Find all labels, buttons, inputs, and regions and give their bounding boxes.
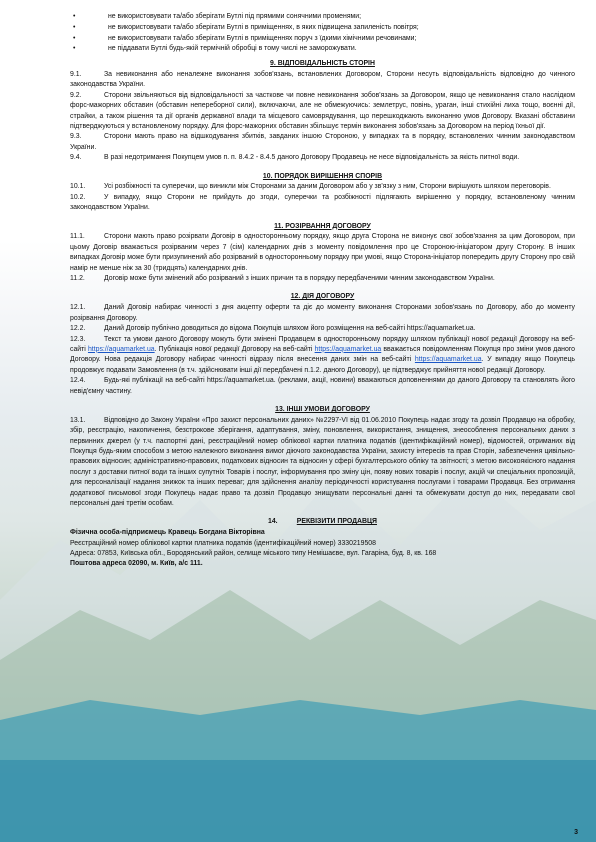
seller-postal-address: Поштова адреса 02090, м. Київ, а/с 111. — [70, 560, 203, 568]
section-14-heading: 14. РЕКВІЗИТИ ПРОДАВЦЯ — [268, 518, 377, 526]
list-item: • не використовувати та/або зберігати Бутлі в приміщеннях, в яких підвищена запиленість повітря; — [70, 23, 575, 34]
clause-10-2: 10.2. У випадку, якщо Сторони не прийдуть до згоди, суперечки та розбіжності підлягають вирішенню у порядку, встановленому чинним законодавством України. — [70, 193, 575, 212]
section-13-heading: 13. ІНШІ УМОВИ ДОГОВОРУ — [275, 405, 370, 413]
section-10-heading: 10. ПОРЯДОК ВИРІШЕННЯ СПОРІВ — [262, 172, 383, 180]
clause-11-2: 11.2. Договір може бути змінений або розірваний з інших причин та в порядку передбаченими чинним законодавством України. — [70, 275, 495, 283]
clause-9-2: 9.2. Сторони звільняються від відповідальності за часткове чи повне невиконання зобов'язань за Договором, якщо це невиконання стало наслідком форс-мажорних обставин (обставин непереборної сили), включаючи, але не обмежуючись: землетрус, повінь, ураган, інші стихійні лиха тощо, воєнні дії, страйки, а також рішення та дії органів державної влади та місцевого самоврядування, що перешкоджають виконанню умов Договору. Вказані обставини підтверджуються у встановленому порядку. Для форс-мажорних обставин збільшує термін виконання зобов'язань за Договором на період їхньої дії. — [70, 91, 575, 131]
page-number: 3 — [574, 829, 578, 836]
clause-12-1: 12.1. Даний Договір набирає чинності з дня акцепту оферти та діє до моменту виконання Сторонами зобов'язань по Договору, або до моменту розірвання Договору. — [70, 304, 575, 322]
clause-9-1: 9.1. За невиконання або неналежне виконання зобов'язань, встановлених Договором, Сторони несуть відповідальність відповідно до чинного законодавства України. — [70, 70, 575, 89]
aquamarket-link[interactable]: https://aquamarket.ua — [414, 356, 482, 364]
clause-13-1: 13.1. Відповідно до Закону України «Про захист персональних даних» №2297-VI від 01.06.2010 Покупець надає згоду та дозвіл Продавцю на обробку, збір, реєстрацію, накопичення, безстрокове зберігання, адаптування, зміну, поновлення, використання, знищення, знеособлення персональних даних з первинних джерел (у т.ч. паспортні дані, реєстраційний номер облікової картки платника податків (ідентифікаційний номер), відомостей, отриманих від Покупця будь-яким способом з метою належного виконання вимог діючого законодавства України, захисту інтересів та прав Сторін, забезпечення цивільно-правових відносин; адміністративно-правових, податкових відносин та відносин у сфері бухгалтерського обліку та звітності; з метою високоякісного надання послуг з доставки питної води та інших супутніх Товарів і послуг, інформування про зміну цін, появу нових товарів і послуг, акцій чи спеціальних пропозицій, для персоналізації надання знижок та інших переваг; для здійснення аналізу періодичності користування послугами і товарами Продавця. Без отримання додаткової письмової згоди Покупець надає право та дозвіл Продавцю знищувати персональні данні та обмежувати доступ до них, передавати свої персональні дані третім особам. — [70, 416, 575, 507]
list-item: • не піддавати Бутлі будь-якій термічній обробці в тому числі не заморожувати. — [70, 44, 575, 55]
clause-9-3: 9.3. Сторони мають право на відшкодування збитків, завданих іншою Стороною, у випадках та в порядку, встановлених чинним законодавством України. — [70, 133, 575, 151]
clause-10-1: 10.1. Усі розбіжності та суперечки, що виникли між Сторонами за даним Договором або у зв'язку з ним, Сторони вирішують шляхом переговорів. — [70, 183, 551, 191]
document-page — [70, 12, 575, 570]
seller-name: Фізична особа-підприємець Кравець Богдана Вікторівна — [70, 529, 265, 537]
clause-12-4: 12.4. Будь-які публікації на веб-сайті https://aquamarket.ua. (реклами, акції, новини) вважаються доповненнями до даного Договору та становлять його невід'ємну частину. — [70, 377, 575, 395]
clause-11-1: 11.1. Сторони мають право розірвати Договір в односторонньому порядку, якщо друга Сторона не виконує свої зобов'язання за цим Договором, при цьому Договір вважається розірваним через 7 (сім) календарних днів з моменту повідомлення про це Стороною-ініціатором другу Сторону. В інших випадках Договір може бути призупинений або розірваний в односторонньому порядку при умові, якщо Сторона-ініціатор попередить другу Сторону про свій намір не менше ніж за 30 (тридцять) календарних днів. — [70, 233, 575, 272]
section-9-heading: 9. ВІДПОВІДАЛЬНІСТЬ СТОРІН — [270, 60, 375, 68]
clause-12-2: 12.2. Даний Договір публічно доводиться до відома Покупців шляхом його розміщення на веб-сайті https://aquamarket.ua. — [70, 325, 476, 333]
aquamarket-link[interactable]: https://aquamarket.ua — [314, 345, 382, 353]
clause-9-4: 9.4. В разі недотримання Покупцем умов п. п. 8.4.2 - 8.4.5 даного Договору Продавець не несе відповідальність за якість питної води. — [70, 154, 520, 162]
bullet-list — [70, 12, 575, 55]
section-12-heading: 12. ДІЯ ДОГОВОРУ — [290, 293, 355, 301]
list-item: • не використовувати та/або зберігати Бутлі в приміщеннях поруч з їдкими хімічними речовинами; — [70, 34, 575, 45]
list-item: • не використовувати та/або зберігати Бутлі під прямими сонячними променями; — [70, 12, 575, 23]
clause-12-3: 12.3. Текст та умови даного Договору можуть бути змінені Продавцем в односторонньому порядку шляхом публікації нової редакції Договору на веб-сайті https://aquamarket.ua. Публікація нової редакції Договору на веб-сайті https://aquamarket.ua вважається повідомленням Покупця про зміни умов даного Договору. Нова редакція Договору набирає чинності відразу після внесення даних змін на веб-сайті https://aquamarket.ua. У випадку якщо Покупець продовжує подавати Замовлення (в т.ч. здійснювати інші дії передбачені п.1.2. даного Договору), це підтверджує прийняття нової редакції Договору. — [70, 335, 575, 374]
section-11-heading: 11. РОЗІРВАННЯ ДОГОВОРУ — [274, 222, 371, 230]
seller-address: Адреса: 07853, Київська обл., Бородянський район, селище міського типу Немішаєве, вул. Гагаріна, буд. 8, кв. 168 — [70, 550, 437, 557]
aquamarket-link[interactable]: https://aquamarket.ua — [87, 345, 155, 353]
seller-tax-id: Реєстраційний номер облікової картки платника податків (ідентифікаційний номер) 3330219508 — [70, 539, 376, 547]
